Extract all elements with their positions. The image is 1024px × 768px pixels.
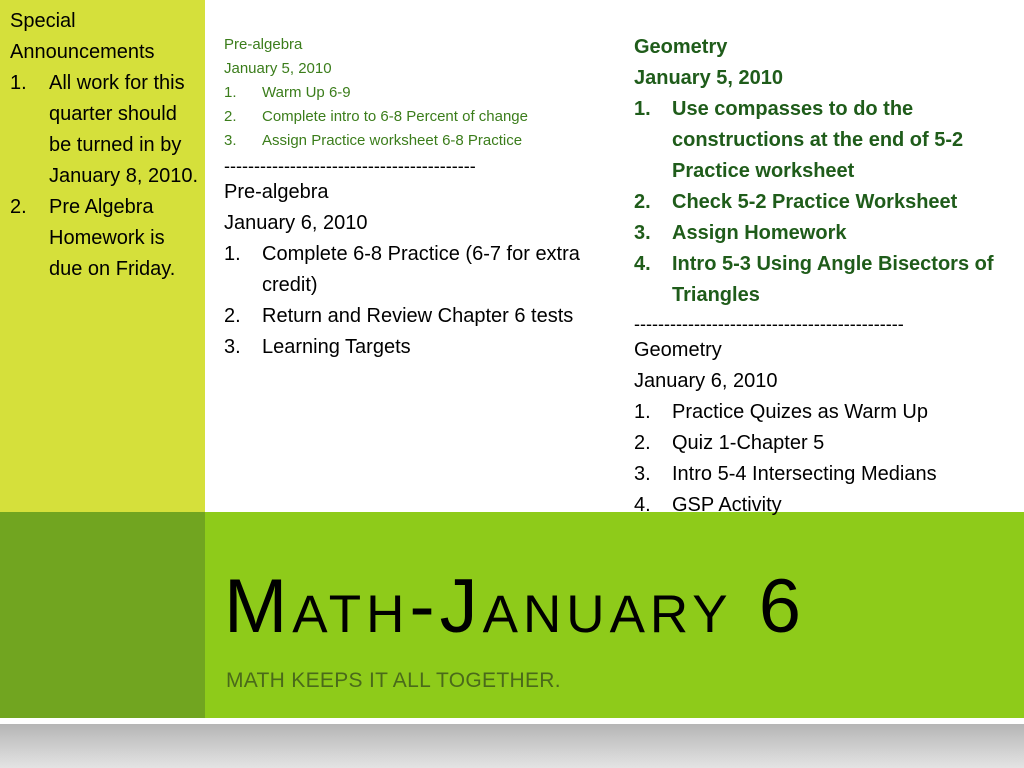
list-item (224, 301, 604, 332)
list-number: 1. (634, 401, 651, 423)
list-item-text: Use compasses to do the constructions at the end of 5-2 Practice worksheet (672, 98, 964, 182)
geometry-jan6-list (634, 397, 1010, 521)
list-item-text: Pre Algebra Homework is due on Friday. (49, 196, 176, 280)
prealgebra-jan6-heading: Pre-algebra (224, 181, 329, 203)
prealgebra-separator: ------------------------------------------ (224, 156, 476, 176)
list-item-text: Check 5-2 Practice Worksheet (672, 191, 958, 213)
list-number: 1. (634, 98, 651, 120)
list-item (224, 105, 604, 129)
list-item (634, 490, 1010, 521)
list-item-text: Intro 5-4 Intersecting Medians (672, 463, 937, 485)
bottom-gradient-strip (0, 724, 1024, 768)
prealgebra-jan6-list (224, 239, 604, 363)
list-item (634, 218, 1010, 249)
list-number: 1. (10, 72, 27, 94)
list-item (634, 428, 1010, 459)
list-item-text: All work for this quarter should be turned in by January 8, 2010. (49, 72, 198, 187)
prealgebra-jan6-block (224, 177, 604, 363)
list-item-text: Complete intro to 6-8 Percent of change (262, 108, 528, 125)
special-announcements (10, 6, 200, 285)
list-item (10, 192, 200, 285)
prealgebra-jan5-heading: Pre-algebra (224, 36, 303, 53)
list-number: 2. (634, 432, 651, 454)
list-number: 3. (634, 222, 651, 244)
list-item-text: Return and Review Chapter 6 tests (262, 305, 574, 327)
list-item (634, 94, 1010, 187)
list-item (634, 459, 1010, 490)
list-item (224, 239, 604, 301)
list-item (634, 249, 1010, 311)
list-item-text: Complete 6-8 Practice (6-7 for extra credit) (262, 243, 580, 296)
list-item-text: Practice Quizes as Warm Up (672, 401, 928, 423)
geometry-separator: --------------------------------------------- (634, 314, 904, 334)
prealgebra-jan6-date: January 6, 2010 (224, 212, 368, 234)
slide-title: Math-January 6 (224, 564, 806, 649)
list-item-text: Intro 5-3 Using Angle Bisectors of Triangles (672, 253, 994, 306)
slide-subtitle: MATH KEEPS IT ALL TOGETHER. (226, 669, 561, 692)
title-band-left-accent (0, 512, 205, 718)
list-item (634, 187, 1010, 218)
list-item-text: GSP Activity (672, 494, 782, 516)
list-number: 4. (634, 494, 651, 516)
geometry-jan5-block (634, 32, 1010, 311)
geometry-jan6-block (634, 335, 1010, 521)
geometry-jan5-list (634, 94, 1010, 311)
list-number: 1. (224, 243, 241, 265)
list-number: 2. (224, 305, 241, 327)
list-number: 2. (224, 108, 237, 125)
geometry-column (634, 32, 1010, 521)
announcements-list (10, 68, 200, 285)
list-number: 2. (634, 191, 651, 213)
announcements-heading-line1: Special (10, 10, 76, 32)
geometry-jan6-heading: Geometry (634, 339, 722, 361)
prealgebra-jan5-date: January 5, 2010 (224, 60, 332, 77)
geometry-jan5-date: January 5, 2010 (634, 67, 783, 89)
prealgebra-jan5-block (224, 33, 604, 153)
list-number: 3. (634, 463, 651, 485)
list-number: 1. (224, 84, 237, 101)
list-number: 4. (634, 253, 651, 275)
list-number: 2. (10, 196, 27, 218)
geometry-jan6-date: January 6, 2010 (634, 370, 778, 392)
prealgebra-column (224, 33, 604, 363)
list-item-text: Learning Targets (262, 336, 411, 358)
list-item-text: Quiz 1-Chapter 5 (672, 432, 825, 454)
list-number: 3. (224, 132, 237, 149)
list-item-text: Assign Homework (672, 222, 847, 244)
list-item (224, 129, 604, 153)
announcements-heading-line2: Announcements (10, 41, 155, 63)
list-item-text: Warm Up 6-9 (262, 84, 351, 101)
list-item-text: Assign Practice worksheet 6-8 Practice (262, 132, 523, 149)
list-item (10, 68, 200, 192)
geometry-jan5-heading: Geometry (634, 36, 728, 58)
list-item (224, 332, 604, 363)
list-number: 3. (224, 336, 241, 358)
prealgebra-jan5-list (224, 81, 604, 153)
list-item (634, 397, 1010, 428)
list-item (224, 81, 604, 105)
